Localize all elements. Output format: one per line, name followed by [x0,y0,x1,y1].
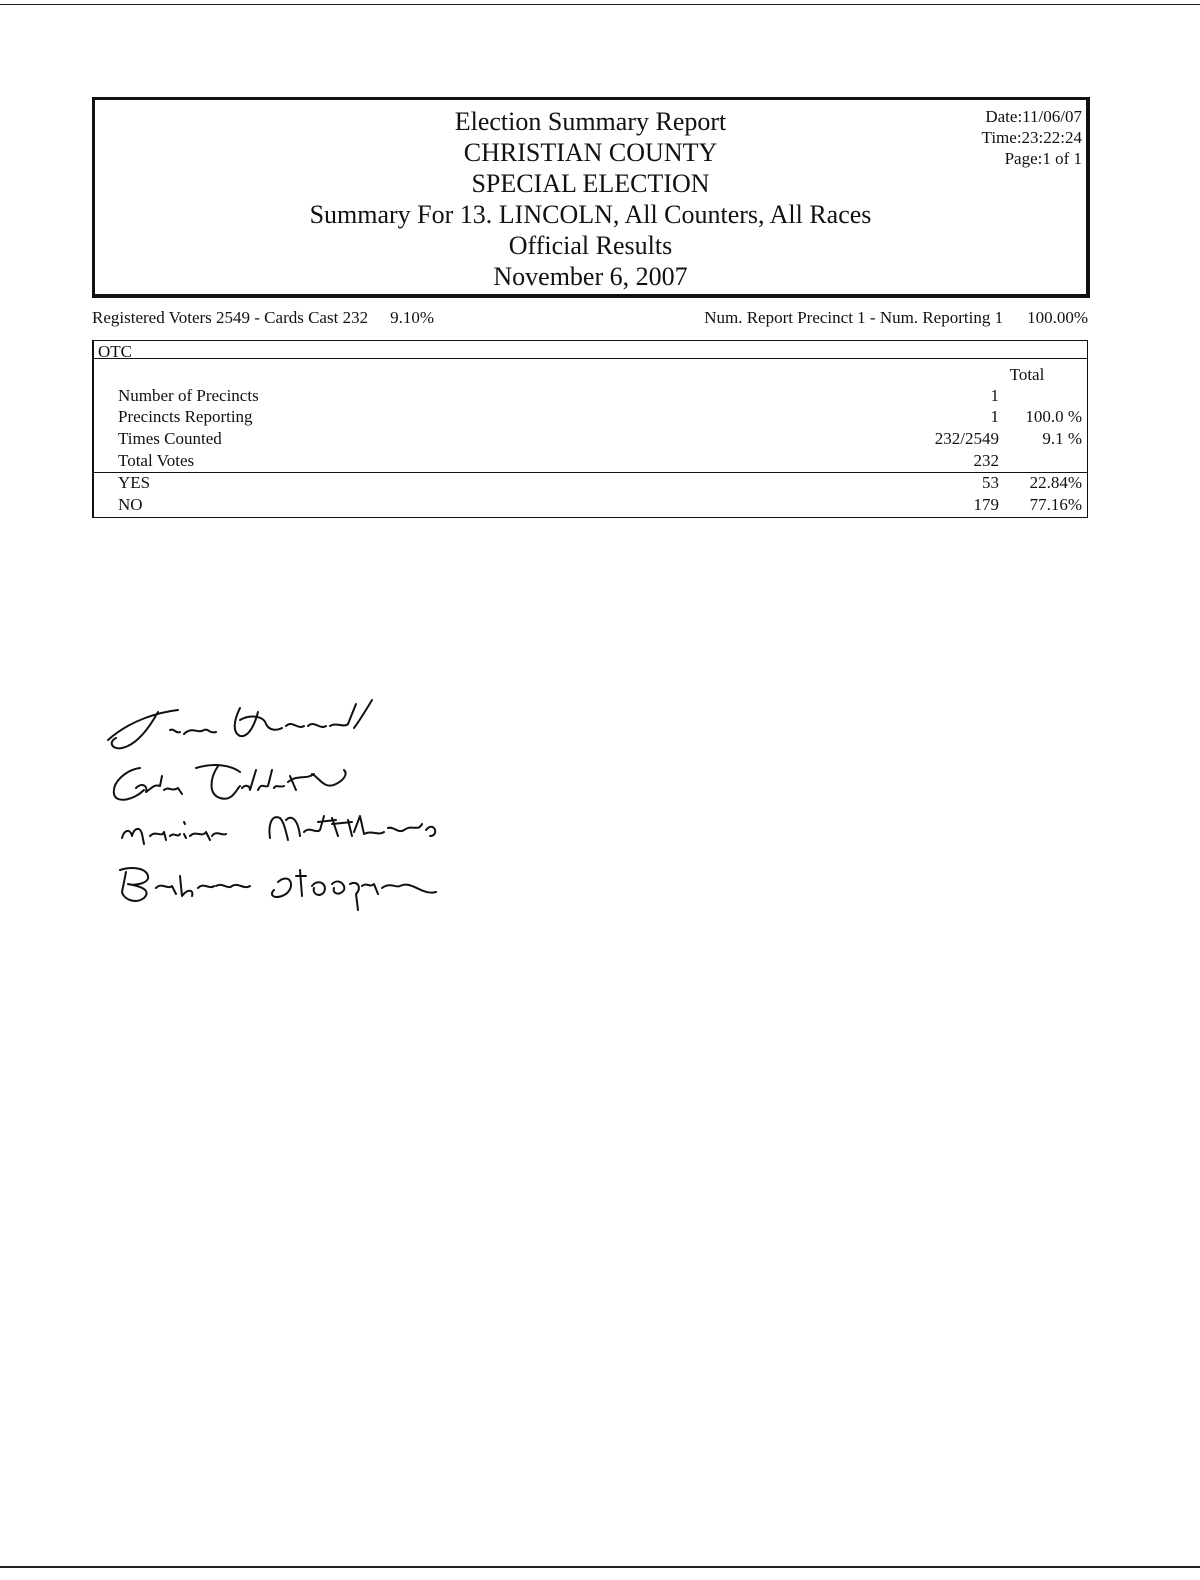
signature [120,868,436,910]
precincts-reporting-summary: Num. Report Precinct 1 - Num. Reporting 1 [704,308,1004,327]
stat-row [94,428,1087,449]
stat-label: Precincts Reporting [118,407,253,426]
stat-total: 232/2549 [934,429,999,448]
stat-row [94,385,1087,406]
stat-total: 1 [990,407,999,426]
summary-scope: Summary For 13. LINCOLN, All Counters, All Races [309,200,872,229]
election-name: SPECIAL ELECTION [471,169,710,198]
report-title: Election Summary Report [454,107,727,136]
report-meta [982,106,1082,169]
stat-row [94,406,1087,427]
signature [122,816,435,844]
stat-percent: 100.0 % [1025,407,1082,426]
stat-label: Number of Precincts [118,386,259,405]
results-status: Official Results [508,231,673,260]
official-signatures [100,690,500,920]
report-page: Page:1 of 1 [1004,149,1082,168]
election-date: November 6, 2007 [493,262,688,291]
handwritten-signatures [100,690,500,920]
scan-edge-top [0,4,1200,5]
stat-label: Total Votes [118,451,195,470]
choice-percent: 77.16% [1029,495,1082,514]
stat-total: 1 [990,386,999,405]
report-time: Time:23:22:24 [981,128,1082,147]
signature [114,765,346,800]
scan-edge-bottom [0,1566,1200,1568]
registered-voters-cards-cast: Registered Voters 2549 - Cards Cast 232 [92,308,369,327]
county-name: CHRISTIAN COUNTY [463,138,718,167]
choice-label: NO [118,495,143,514]
report-date: Date:11/06/07 [985,107,1082,126]
choice-row [94,472,1087,493]
choice-votes: 179 [973,495,999,514]
choice-votes: 53 [982,473,999,492]
signature [108,700,372,748]
race-name: OTC [98,342,132,361]
choice-label: YES [118,473,151,492]
race-results-box [92,340,1088,518]
stat-row [94,450,1087,471]
stat-percent: 9.1 % [1042,429,1082,448]
choice-row [94,494,1087,515]
reporting-summary [704,308,1088,328]
race-header-rule [94,358,1087,359]
stat-total: 232 [973,451,999,470]
report-title-block [95,106,1086,292]
total-column-header: Total [1009,365,1045,384]
turnout-percent: 9.10% [390,308,434,327]
stat-label: Times Counted [118,429,222,448]
reporting-percent: 100.00% [1027,308,1088,327]
turnout-summary [92,308,434,328]
choice-percent: 22.84% [1029,473,1082,492]
report-header-box [92,97,1090,298]
